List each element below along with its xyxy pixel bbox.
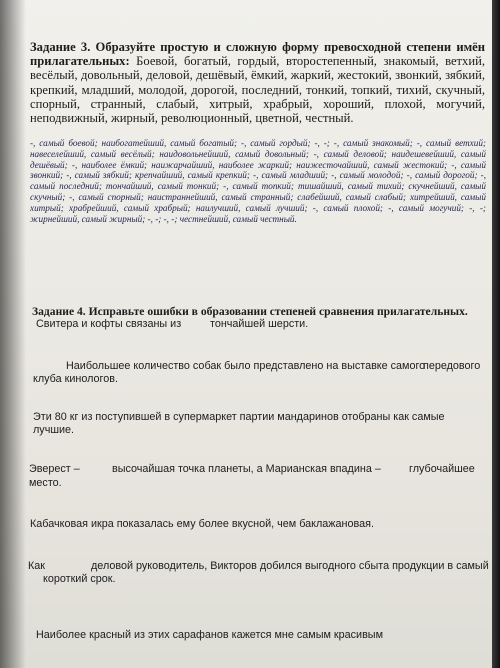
page-edge-shadow	[0, 0, 26, 668]
task-3-word-list: Боевой, богатый, гордый, второстепенный, знакомый, ветхий, весёлый, довольный, деловой, дешёвый, ёмкий, жаркий, жестокий, звонкий, зябкий, крепкий, младший, молодой, дорогой, последний, тонкий, топкий, тихий, скучный, спорный, странный, слабый, хитрый, храбрый, хороший, плохой, могучий, неподвижный, жирный, революционный, цветной, честный.	[30, 54, 485, 126]
task-3-title: Задание 3. Образуйте простую и сложную форму превосходной степени имён прилагательных:	[30, 40, 485, 69]
sentence-6-part-2: деловой руководитель, Викторов добился выгодного сбыта продукции в самый	[91, 560, 489, 572]
task-4	[32, 305, 487, 318]
task-3-handwritten-answers: -, самый боевой; наибогатейший, самый богатый; -, самый гордый; -, -; -, самый знакомый; -, самый ветхий; навеселейший, самый весёлый; наидовольнейший, самый довольный; -, самый деловой; наидешевейший, самый дешёвый; -, наиболее ёмкий; наижарчайший, наиболее жаркий; наижесточайший, самый жестокий; -, самый звонкий; -, самый зябкий; крепчайший, самый крепкий; -, самый младший; -, самый молодой; -, самый дорогой; -, самый последний; тончайший, самый тонкий; -, самый топкий; тишайший, самый тихий; скучнейший, самый скучный; -, самый спорный; наистраннейший, самый странный; слабейший, самый слабый; хитрейший, самый хитрый; храбрейший, самый храбрый; наилучший, самый лучший; -, самый плохой; -, самый могучий; -, -; жирнейший, самый жирный; -, -; -, -; честнейший, самый честный.	[30, 138, 486, 224]
sentence-4-part-1: Эверест –	[29, 463, 80, 475]
sentence-1-part-2: тончайшей шерсти.	[210, 318, 309, 330]
sentence-2-part-2: передового	[423, 360, 481, 372]
sentence-5: Кабачковая икра показалась ему более вкусной, чем баклажановая.	[30, 518, 374, 530]
task-4-title: Задание 4. Исправьте ошибки в образовании степеней сравнения прилагательных.	[32, 305, 468, 318]
sentence-3-part-2: лучшие.	[33, 424, 75, 436]
task-3	[30, 40, 485, 125]
sentence-4-part-3: глубочайшее	[409, 463, 475, 475]
sentence-7: Наиболее красный из этих сарафанов кажется мне самым красивым	[36, 629, 383, 641]
sentence-6-part-3: короткий срок.	[43, 573, 116, 585]
sentence-4-part-2: высочайшая точка планеты, а Марианская впадина –	[112, 463, 381, 475]
dark-background-edge	[492, 0, 500, 668]
sentence-4-part-4: место.	[29, 477, 62, 489]
sentence-2-part-3: клуба кинологов.	[33, 373, 118, 385]
sentence-6-part-1: Как	[28, 560, 46, 572]
sentence-1-part-1: Свитера и кофты связаны из	[36, 318, 182, 330]
sentence-3-part-1: Эти 80 кг из поступившей в супермаркет партии мандаринов отобраны как самые	[33, 411, 445, 423]
sentence-2-part-1: Наибольшее количество собак было представлено на выставке самого	[66, 360, 426, 372]
